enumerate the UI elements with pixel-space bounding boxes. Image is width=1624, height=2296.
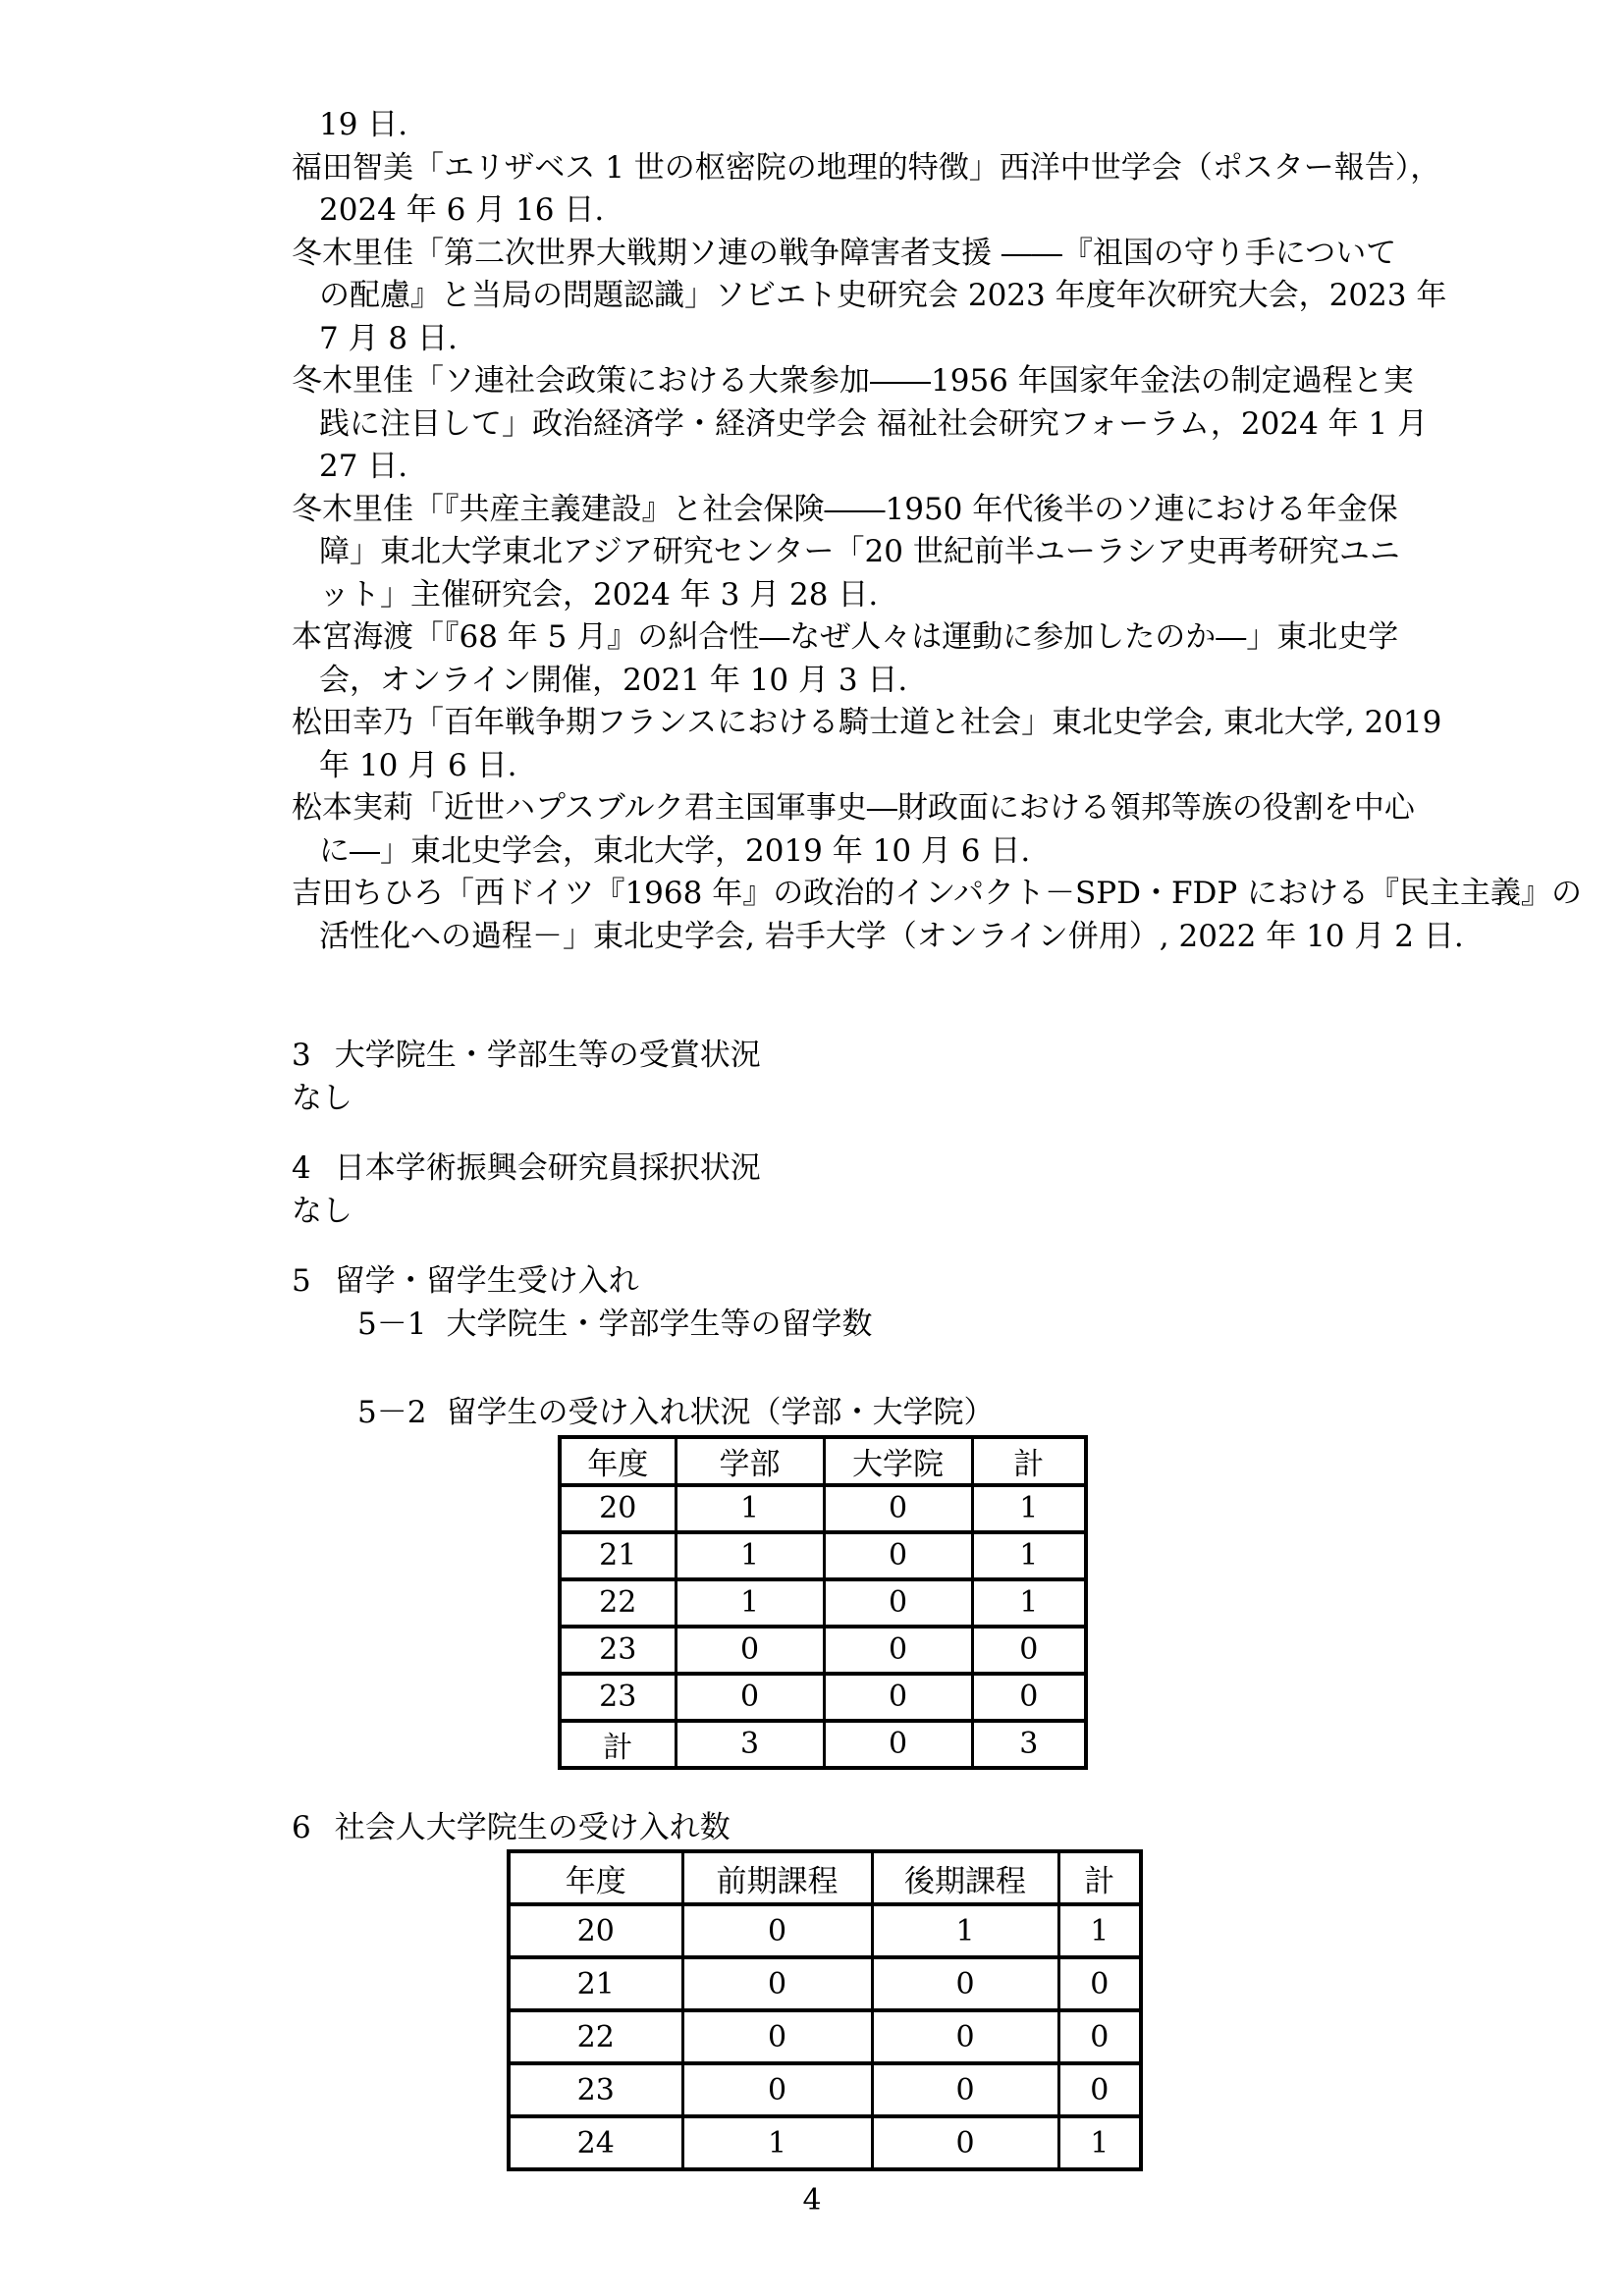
table-cell: 0 xyxy=(682,1904,872,1957)
table-cell: 1 xyxy=(676,1532,824,1579)
table-cell: 0 xyxy=(1058,1957,1141,2010)
section-5 xyxy=(292,1260,1445,1770)
section-4-number: 4 xyxy=(292,1150,311,1186)
table-cell: 22 xyxy=(509,2010,682,2063)
publication-line: に―」東北史学会，東北大学，2019 年 10 月 6 日. xyxy=(319,832,1031,869)
table-cell: 0 xyxy=(872,2116,1058,2169)
table-cell: 20 xyxy=(560,1485,676,1532)
section-6-number: 6 xyxy=(292,1809,311,1845)
table-row xyxy=(509,2063,1141,2116)
foreign-students-table xyxy=(558,1435,1088,1770)
section-5-number: 5 xyxy=(292,1263,311,1299)
section-4-title: 日本学術振興会研究員採択状況 xyxy=(334,1150,761,1186)
table-cell: 0 xyxy=(824,1579,972,1627)
table-cell: 1 xyxy=(972,1532,1086,1579)
table-cell: 計 xyxy=(560,1721,676,1768)
table-cell: 0 xyxy=(872,2063,1058,2116)
table-header-cell: 後期課程 xyxy=(872,1851,1058,1904)
table-cell: 0 xyxy=(682,2063,872,2116)
table-cell: 1 xyxy=(872,1904,1058,1957)
section-5-heading xyxy=(292,1260,1445,1304)
table-cell: 0 xyxy=(824,1721,972,1768)
section-3-heading xyxy=(292,1035,1445,1078)
table-row xyxy=(509,2010,1141,2063)
publication-line: ット」主催研究会，2024 年 3 月 28 日. xyxy=(319,576,879,613)
table-cell: 0 xyxy=(1058,2010,1141,2063)
publication-line: 吉田ちひろ「西ドイツ『1968 年』の政治的インパクト－SPD・FDP における『民主主義』の xyxy=(292,876,1583,911)
table-cell: 3 xyxy=(676,1721,824,1768)
table-cell: 21 xyxy=(560,1532,676,1579)
table-row xyxy=(509,1957,1141,2010)
publication-line: 7 月 8 日. xyxy=(319,320,458,356)
section-5-1-heading xyxy=(292,1304,1445,1347)
publication-line: 27 日. xyxy=(319,449,408,484)
table-cell: 1 xyxy=(1058,2116,1141,2169)
table-cell: 1 xyxy=(1058,1904,1141,1957)
table-header-cell: 計 xyxy=(1058,1851,1141,1904)
table-row xyxy=(560,1532,1086,1579)
publication-line: 会，オンライン開催，2021 年 10 月 3 日. xyxy=(319,662,908,698)
table-cell: 0 xyxy=(676,1627,824,1674)
table-header-cell: 学部 xyxy=(676,1437,824,1485)
publication-line: 松田幸乃「百年戦争期フランスにおける騎士道と社会」東北史学会, 東北大学, 2019 xyxy=(292,705,1442,740)
table-cell: 0 xyxy=(824,1674,972,1721)
table-row xyxy=(560,1674,1086,1721)
table-cell: 3 xyxy=(972,1721,1086,1768)
publication-line: 19 日. xyxy=(319,107,408,142)
section-4-body: なし xyxy=(292,1193,352,1229)
table-cell: 0 xyxy=(824,1485,972,1532)
table-cell: 0 xyxy=(824,1627,972,1674)
publication-line: 松本実莉「近世ハプスブルク君主国軍事史―財政面における領邦等族の役割を中心 xyxy=(292,790,1415,826)
publication-line: 障」東北大学東北アジア研究センター「20 世紀前半ユーラシア史再考研究ユニ xyxy=(319,534,1400,569)
publication-line: 践に注目して」政治経済学・経済史学会 福祉社会研究フォーラム，2024 年 1 月 xyxy=(319,405,1429,442)
table-cell: 0 xyxy=(972,1627,1086,1674)
table-header-row xyxy=(560,1437,1086,1485)
table-cell: 0 xyxy=(872,1957,1058,2010)
table-cell: 1 xyxy=(676,1485,824,1532)
section-5-2-heading xyxy=(292,1392,1445,1435)
table-cell: 0 xyxy=(682,1957,872,2010)
table-cell: 23 xyxy=(560,1627,676,1674)
table-header-cell: 年度 xyxy=(560,1437,676,1485)
section-3-number: 3 xyxy=(292,1038,311,1073)
publication-line: 2024 年 6 月 16 日. xyxy=(319,192,605,228)
table-cell: 0 xyxy=(1058,2063,1141,2116)
section-3 xyxy=(292,1035,1445,1120)
publication-line: 冬木里佳「第二次世界大戦期ソ連の戦争障害者支援 ――『祖国の守り手について xyxy=(292,235,1397,271)
section-6-title: 社会人大学院生の受け入れ数 xyxy=(334,1809,731,1845)
publication-line: 活性化への過程－」東北史学会, 岩手大学（オンライン併用）, 2022 年 10 月 2 日. xyxy=(319,918,1464,954)
table-cell: 0 xyxy=(972,1674,1086,1721)
section-5-2-title: 留学生の受け入れ状況（学部・大学院） xyxy=(446,1395,995,1430)
table-cell: 24 xyxy=(509,2116,682,2169)
table-cell: 0 xyxy=(824,1532,972,1579)
table-header-row xyxy=(509,1851,1141,1904)
publication-line: 冬木里佳「ソ連社会政策における大衆参加――1956 年国家年金法の制定過程と実 xyxy=(292,363,1414,399)
page-content xyxy=(292,104,1583,2171)
publication-list xyxy=(292,104,1583,958)
table-cell: 21 xyxy=(509,1957,682,2010)
table-cell: 0 xyxy=(676,1674,824,1721)
section-5-1-title: 大学院生・学部学生等の留学数 xyxy=(446,1306,873,1342)
table-cell: 0 xyxy=(682,2010,872,2063)
table-header-cell: 計 xyxy=(972,1437,1086,1485)
section-3-body: なし xyxy=(292,1080,352,1116)
table-cell: 1 xyxy=(676,1579,824,1627)
publication-line: の配慮』と当局の問題認識」ソビエト史研究会 2023 年度年次研究大会，2023 年 xyxy=(319,278,1447,313)
table-row xyxy=(509,1904,1141,1957)
publication-line: 本宮海渡「『68 年 5 月』の糾合性―なぜ人々は運動に参加したのか―」東北史学 xyxy=(292,619,1399,655)
table-cell: 1 xyxy=(972,1579,1086,1627)
table-row xyxy=(560,1627,1086,1674)
table-row xyxy=(509,2116,1141,2169)
section-5-2-number: 5－2 xyxy=(357,1395,427,1430)
table-header-cell: 前期課程 xyxy=(682,1851,872,1904)
working-adult-students-table xyxy=(507,1849,1143,2171)
table-cell: 1 xyxy=(682,2116,872,2169)
section-3-title: 大学院生・学部生等の受賞状況 xyxy=(334,1038,761,1073)
table-cell: 1 xyxy=(972,1485,1086,1532)
table-cell: 22 xyxy=(560,1579,676,1627)
table-header-cell: 大学院 xyxy=(824,1437,972,1485)
section-5-title: 留学・留学生受け入れ xyxy=(334,1263,639,1299)
publication-line: 年 10 月 6 日. xyxy=(319,747,517,783)
table-row xyxy=(560,1579,1086,1627)
table-cell: 23 xyxy=(560,1674,676,1721)
section-4-heading xyxy=(292,1148,1445,1191)
section-6-heading xyxy=(292,1807,1445,1850)
table-cell: 0 xyxy=(872,2010,1058,2063)
page-number: 4 xyxy=(802,2183,822,2217)
section-5-1-number: 5－1 xyxy=(357,1306,427,1342)
table-cell: 23 xyxy=(509,2063,682,2116)
publication-line: 冬木里佳「『共産主義建設』と社会保険――1950 年代後半のソ連における年金保 xyxy=(292,491,1398,527)
publication-line: 福田智美「エリザベス 1 世の枢密院の地理的特徴」西洋中世学会（ポスター報告）， xyxy=(292,149,1441,186)
table-row xyxy=(560,1721,1086,1768)
table-cell: 20 xyxy=(509,1904,682,1957)
section-4 xyxy=(292,1148,1445,1233)
table-row xyxy=(560,1485,1086,1532)
table-header-cell: 年度 xyxy=(509,1851,682,1904)
